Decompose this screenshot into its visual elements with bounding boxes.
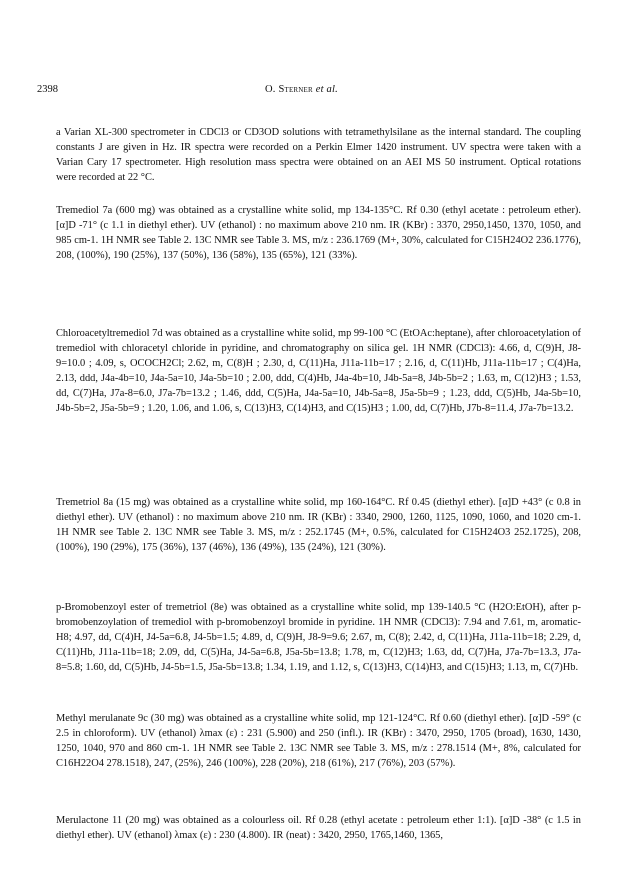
author-surname: Sterner — [278, 84, 313, 95]
page-header — [0, 84, 625, 100]
page-number: 2398 — [37, 84, 58, 95]
paragraph-merulactone: Merulactone 11 (20 mg) was obtained as a colourless oil. Rf 0.28 (ethyl acetate : petroleum ether 1:1). [α]D -38° (c 1.5 in diethyl ether). UV (ethanol) λmax (ε) : 230 (4.800). IR (neat) : 3420, 2950, 1765,1460, 1365, — [56, 815, 581, 842]
paragraph-bromobenzoyl-ester: p-Bromobenzoyl ester of tremetriol (8e) was obtained as a crystalline white solid, mp 139-140.5 °C (H2O:EtOH), after p-bromobenzoylation of tremediol with p-bromobenzoyl bromide in pyridine. 1H NMR (CDCl3): 7.94 and 7.61, m, aromatic-H8; 4.97, dd, C(4)H, J4-5a=6.8, J4-5b=1.5; 4.89, d, C(9)H, J8-9=9.6; 2.67, m, C(8); 2.42, d, C(11)Ha, J11a-11b=18; 2.29, d, C(11)Hb, J11a-11b=18; 2.09, dd, C(5)Ha, J4-5a=6.8, J5a-5b=13.8; 1.78, m, C(12)H3; 1.63, dd, C(7)Ha, J7a-7b=13.3, J7a-8=5.8; 1.60, dd, C(5)Hb, J4-5b=1.5, J5a-5b=13.8; 1.34, 1.19, and 1.12, s, C(13)H3, C(14)H3, and C(15)H3; 1.13, m, C(7)Hb. — [56, 602, 581, 674]
author-initial: O. — [265, 84, 276, 95]
paragraph-methyl-merulanate: Methyl merulanate 9c (30 mg) was obtained as a crystalline white solid, mp 121-124°C. Rf 0.60 (diethyl ether). [α]D -59° (c 2.5 in chloroform). UV (ethanol) λmax (ε) : 231 (5.900) and 250 (infl.). IR (KBr) : 3470, 2950, 1705 (broad), 1630, 1430, 1250, 1040, 970 and 860 cm-1. 1H NMR see Table 2. 13C NMR see Table 3. MS, m/z : 278.1514 (M+, 8%, calculated for C16H22O4 278.1518), 247, (25%), 246 (100%), 228 (20%), 218 (61%), 217 (76%), 203 (57%). — [56, 713, 581, 770]
paragraph-instruments: a Varian XL-300 spectrometer in CDCl3 or CD3OD solutions with tetramethylsilane as the internal standard. The coupling constants J are given in Hz. IR spectra were recorded on a Perkin Elmer 1420 instrument. UV spectra were taken with a Varian Cary 17 spectrometer. High resolution mass spectra were obtained on an AEI MS 50 instrument. Optical rotations were recorded at 22 °C. — [56, 127, 581, 184]
paragraph-chloroacetyltremediol: Chloroacetyltremediol 7d was obtained as a crystalline white solid, mp 99-100 °C (EtOAc:heptane), after chloroacetylation of tremediol with chloracetyl chloride in pyridine, and chromatography on silica gel. 1H NMR (CDCl3): 4.66, d, C(9)H, J8-9=10.0 ; 4.09, s, OCOCH2Cl; 2.62, m, C(8)H ; 2.30, d, C(11)Ha, J11a-11b=17 ; 2.16, d, C(11)Hb, J11a-11b=17 ; C(4)Ha, 2.13, ddd, J4a-4b=10, J4a-5a=10, J4a-5b=10 ; 2.00, ddd, C(4)Hb, J4a-4b=10, J4b-5a=8, J4b-5b=2 ; 1.63, m, C(12)H3 ; 1.53, dd, C(7)Ha, J7a-8=6.0, J7a-7b=13.2 ; 1.46, ddd, C(5)Ha, J4a-5a=10, J4b-5a=8, J5a-5b=9 ; 1.23, ddd, C(5)Hb, J4a-5b=10, J4b-5b=2, J5a-5b=9 ; 1.20, 1.06, and 1.06, s, C(13)H3, C(14)H3, and C(15)H3 ; 1.00, dd, C(7)Hb, J7b-8=11.4, J7a-7b=13.2. — [56, 328, 581, 415]
paragraph-tremediol: Tremediol 7a (600 mg) was obtained as a crystalline white solid, mp 134-135°C. Rf 0.30 (ethyl acetate : petroleum ether). [α]D -71° (c 1.1 in diethyl ether). UV (ethanol) : no maximum above 210 nm. IR (KBr) : 3370, 2950,1450, 1370, 1050, and 985 cm-1. 1H NMR see Table 2. 13C NMR see Table 3. MS, m/z : 236.1769 (M+, 30%, calculated for C15H24O2 236.1776), 208, (100%), 190 (25%), 137 (50%), 136 (58%), 135 (65%), 121 (33%). — [56, 205, 581, 262]
running-head — [265, 84, 338, 95]
author-suffix: et al. — [315, 84, 338, 95]
paragraph-tremetriol: Tremetriol 8a (15 mg) was obtained as a crystalline white solid, mp 160-164°C. Rf 0.45 (diethyl ether). [α]D +43° (c 0.8 in diethyl ether). UV (ethanol) : no maximum above 210 nm. IR (KBr) : 3340, 2900, 1260, 1125, 1090, 1060, and 1020 cm-1. 1H NMR see Table 2. 13C NMR see Table 3. MS, m/z : 252.1745 (M+, 0.5%, calculated for C15H24O3 252.1725), 208, (100%), 190 (29%), 175 (36%), 137 (46%), 136 (49%), 135 (24%), 121 (30%). — [56, 497, 581, 554]
